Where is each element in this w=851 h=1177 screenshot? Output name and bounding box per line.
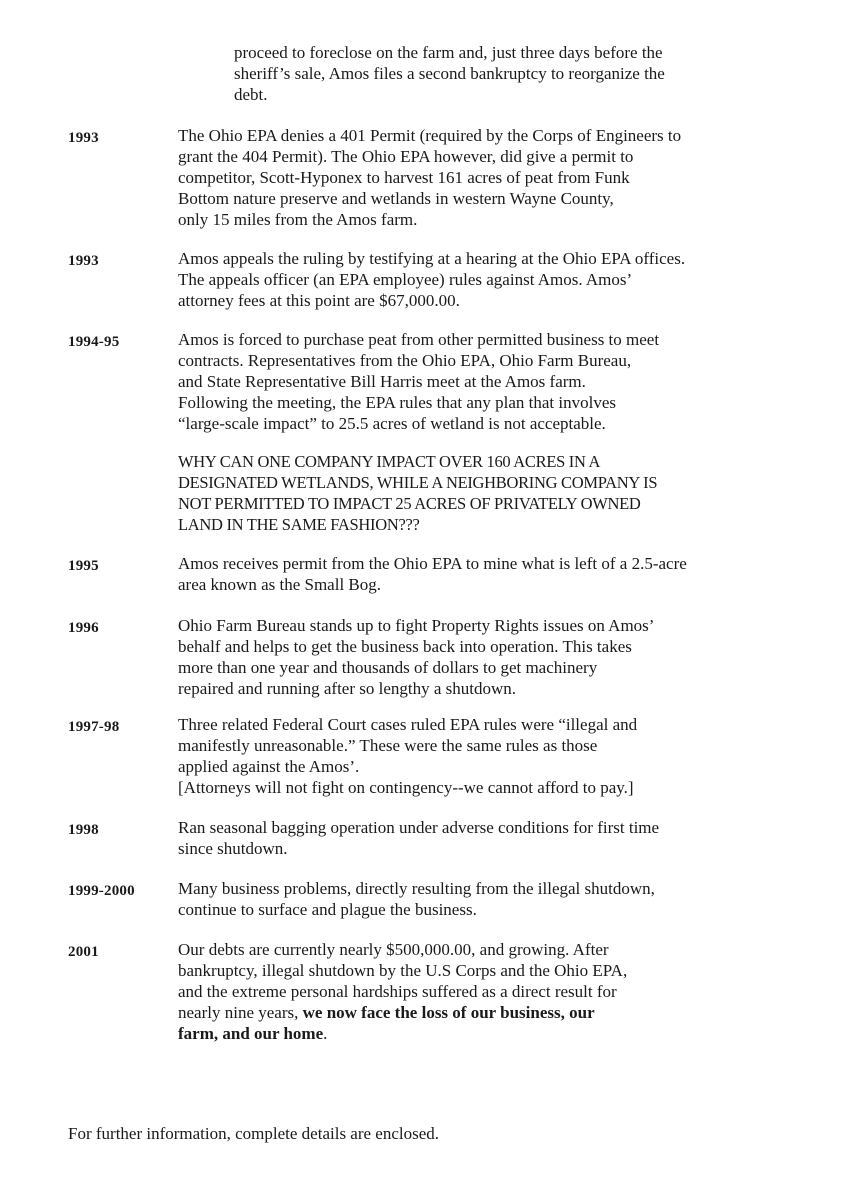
- entry-line-plain: nearly nine years,: [178, 1003, 303, 1022]
- entry-description: [178, 125, 806, 230]
- entry-description: [178, 553, 806, 595]
- entry-line: The appeals officer (an EPA employee) rules against Amos. Amos’: [178, 270, 633, 289]
- entry-line: Ran seasonal bagging operation under adverse conditions for first time: [178, 818, 660, 837]
- entry-year: 1999-2000: [68, 883, 135, 899]
- entry-line: grant the 404 Permit). The Ohio EPA however, did give a permit to: [178, 147, 634, 166]
- entry-line-bold: we now face the loss of our business, our: [302, 1003, 595, 1022]
- entry-year: 1996: [68, 620, 99, 636]
- entry-line: Our debts are currently nearly $500,000.00, and growing. After: [178, 940, 609, 959]
- entry-year: 1998: [68, 822, 99, 838]
- entry-line: applied against the Amos’.: [178, 757, 360, 776]
- entry-line: attorney fees at this point are $67,000.00.: [178, 291, 460, 310]
- entry-line: Bottom nature preserve and wetlands in western Wayne County,: [178, 189, 614, 208]
- entry-line: “large-scale impact” to 25.5 acres of wetland is not acceptable.: [178, 414, 606, 433]
- entry-line: Three related Federal Court cases ruled EPA rules were “illegal and: [178, 715, 638, 734]
- entry-line: repaired and running after so lengthy a shutdown.: [178, 679, 517, 698]
- entry-description: [178, 714, 806, 798]
- entry-line-bold: farm, and our home: [178, 1024, 324, 1043]
- note-line: WHY CAN ONE COMPANY IMPACT OVER 160 ACRES IN A: [178, 452, 601, 471]
- entry-year: 1995: [68, 558, 99, 574]
- continuation-paragraph: [234, 42, 814, 105]
- note-line: NOT PERMITTED TO IMPACT 25 ACRES OF PRIVATELY OWNED: [178, 494, 641, 513]
- entry-line: Ohio Farm Bureau stands up to fight Property Rights issues on Amos’: [178, 616, 655, 635]
- entry-description: [178, 329, 806, 434]
- entry-line-plain: .: [323, 1024, 328, 1043]
- entry-line: and State Representative Bill Harris meet at the Amos farm.: [178, 372, 586, 391]
- entry-line: more than one year and thousands of dollars to get machinery: [178, 658, 598, 677]
- entry-line: area known as the Small Bog.: [178, 575, 382, 594]
- entry-description: [178, 939, 806, 1044]
- entry-line: only 15 miles from the Amos farm.: [178, 210, 418, 229]
- entry-line: Many business problems, directly resulting from the illegal shutdown,: [178, 879, 655, 898]
- footer-note: For further information, complete details are enclosed.: [68, 1124, 440, 1143]
- entry-line: competitor, Scott-Hyponex to harvest 161 acres of peat from Funk: [178, 168, 630, 187]
- entry-line: and the extreme personal hardships suffered as a direct result for: [178, 982, 617, 1001]
- entry-line: continue to surface and plague the business.: [178, 900, 477, 919]
- entry-line: [178, 1002, 806, 1023]
- entry-year: 1993: [68, 130, 99, 146]
- entry-description: [178, 817, 806, 859]
- entry-line: bankruptcy, illegal shutdown by the U.S Corps and the Ohio EPA,: [178, 961, 628, 980]
- note-line: LAND IN THE SAME FASHION???: [178, 515, 420, 534]
- entry-line: Amos receives permit from the Ohio EPA to mine what is left of a 2.5-acre: [178, 554, 687, 573]
- capitalized-question-note: [178, 451, 778, 535]
- entry-line: Amos appeals the ruling by testifying at a hearing at the Ohio EPA offices.: [178, 249, 686, 268]
- entry-year: 1993: [68, 253, 99, 269]
- entry-description: [178, 248, 806, 311]
- continuation-line: sheriff’s sale, Amos files a second bankruptcy to reorganize the: [234, 64, 665, 83]
- entry-line: manifestly unreasonable.” These were the same rules as those: [178, 736, 598, 755]
- continuation-line: debt.: [234, 85, 268, 104]
- entry-description: [178, 615, 806, 699]
- entry-year: 2001: [68, 944, 99, 960]
- entry-year: 1994-95: [68, 334, 120, 350]
- continuation-line: proceed to foreclose on the farm and, just three days before the: [234, 43, 663, 62]
- entry-line: since shutdown.: [178, 839, 288, 858]
- note-line: DESIGNATED WETLANDS, WHILE A NEIGHBORING COMPANY IS: [178, 473, 658, 492]
- entry-line: Amos is forced to purchase peat from other permitted business to meet: [178, 330, 660, 349]
- entry-description: [178, 878, 806, 920]
- entry-line: [178, 1023, 806, 1044]
- entry-year: 1997-98: [68, 719, 120, 735]
- entry-line: [Attorneys will not fight on contingency--we cannot afford to pay.]: [178, 778, 634, 797]
- entry-line: contracts. Representatives from the Ohio EPA, Ohio Farm Bureau,: [178, 351, 632, 370]
- entry-line: behalf and helps to get the business back into operation. This takes: [178, 637, 632, 656]
- entry-line: The Ohio EPA denies a 401 Permit (required by the Corps of Engineers to: [178, 126, 682, 145]
- entry-line: Following the meeting, the EPA rules that any plan that involves: [178, 393, 617, 412]
